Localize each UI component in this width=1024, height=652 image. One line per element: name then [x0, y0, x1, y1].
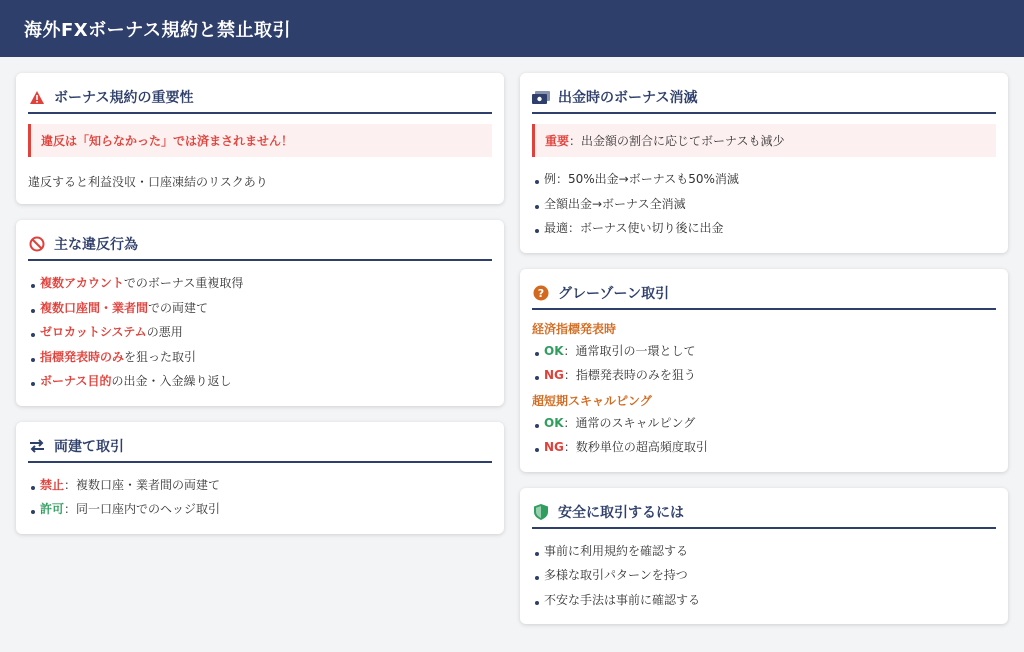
allowed-label: 許可: [40, 502, 65, 516]
ng-label: NG: [544, 368, 564, 382]
card-title: [28, 436, 492, 463]
violations-list: [28, 271, 492, 394]
alert-text: ：出金額の割合に応じてボーナスも減少: [569, 134, 785, 148]
ng-label: NG: [544, 440, 564, 454]
list-item: [28, 345, 492, 370]
svg-text:?: ?: [537, 286, 545, 300]
item-text: を狙った取引: [124, 349, 197, 364]
list-item: 例：50%出金→ボーナスも50%消滅: [532, 167, 996, 192]
alert-text: 違反は「知らなかった」では済まされません！: [41, 134, 294, 148]
grey-card: [520, 269, 1008, 472]
warning-triangle-icon: [28, 88, 46, 106]
item-text: ：通常のスキャルピング: [563, 415, 696, 430]
item-text: の出金・入金繰り返し: [111, 374, 232, 388]
card-title: [28, 87, 492, 114]
content-columns: [0, 57, 1024, 652]
item-text: での両建て: [148, 300, 209, 315]
highlight: 指標発表時のみ: [40, 349, 125, 364]
question-circle-icon: [532, 284, 550, 302]
hedge-card: [16, 422, 504, 534]
right-column: [520, 73, 1008, 640]
list-item: [532, 339, 996, 364]
exchange-arrows-icon: [28, 437, 46, 455]
grey-list: [532, 411, 996, 460]
ok-label: OK: [544, 415, 564, 430]
card-title: [532, 283, 996, 310]
list-item: 全額出金→ボーナス全消滅: [532, 192, 996, 217]
safe-list: [532, 539, 996, 613]
alert-box: [28, 124, 492, 157]
left-column: [16, 73, 504, 550]
list-item: [28, 320, 492, 345]
prohibited-icon: [28, 235, 46, 253]
item-text: でのボーナス重複取得: [123, 276, 244, 290]
list-item: [532, 435, 996, 460]
risk-text: 違反すると利益没収・口座凍結のリスクあり: [28, 175, 268, 189]
item-text: ：数秒単位の超高頻度取引: [563, 440, 708, 454]
money-bill-icon: [532, 88, 550, 106]
alert-box: [532, 124, 996, 157]
card-title: [532, 502, 996, 529]
shield-icon: [532, 503, 550, 521]
card-title-text: ボーナス規約の重要性: [54, 90, 194, 106]
importance-card: [16, 73, 504, 204]
subheading: 経済指標発表時: [532, 321, 617, 336]
item-text: ：指標発表時のみを狙う: [563, 368, 696, 382]
list-item: [28, 497, 492, 522]
prohibited-label: 禁止: [40, 477, 65, 492]
hedge-list: [28, 473, 492, 522]
list-item: [28, 296, 492, 321]
card-title-text: 主な違反行為: [54, 237, 138, 253]
alert-label: 重要: [545, 134, 570, 148]
list-item: [532, 363, 996, 388]
page-title: 海外FXボーナス規約と禁止取引: [24, 19, 291, 41]
list-item: 多様な取引パターンを持つ: [532, 563, 996, 588]
list-item: [28, 369, 492, 394]
card-title-text: グレーゾーン取引: [558, 285, 670, 302]
item-text: ：複数口座・業者間の両建て: [64, 477, 221, 492]
subheading: 超短期スキャルピング: [532, 393, 652, 408]
card-title-text: 安全に取引するには: [558, 504, 684, 521]
withdraw-list: [532, 167, 996, 241]
item-text: ：同一口座内でのヘッジ取引: [64, 502, 221, 516]
highlight: ゼロカットシステム: [40, 325, 147, 339]
grey-list: [532, 339, 996, 388]
highlight: 複数アカウント: [40, 276, 124, 290]
card-title: [532, 87, 996, 114]
card-title-text: 出金時のボーナス消滅: [558, 90, 698, 106]
list-item: [532, 411, 996, 436]
highlight: 複数口座間・業者間: [40, 300, 149, 315]
ok-label: OK: [544, 343, 564, 358]
safe-card: [520, 488, 1008, 625]
card-title-text: 両建て取引: [54, 438, 124, 455]
item-text: の悪用: [146, 325, 183, 339]
page-header: [0, 0, 1024, 57]
highlight: ボーナス目的: [40, 374, 112, 388]
list-item: [28, 473, 492, 498]
card-title: [28, 234, 492, 261]
list-item: 不安な手法は事前に確認する: [532, 588, 996, 613]
list-item: [28, 271, 492, 296]
withdraw-card: [520, 73, 1008, 253]
item-text: ：通常取引の一環として: [563, 343, 696, 358]
violations-card: [16, 220, 504, 406]
list-item: 事前に利用規約を確認する: [532, 539, 996, 564]
list-item: 最適：ボーナス使い切り後に出金: [532, 216, 996, 241]
